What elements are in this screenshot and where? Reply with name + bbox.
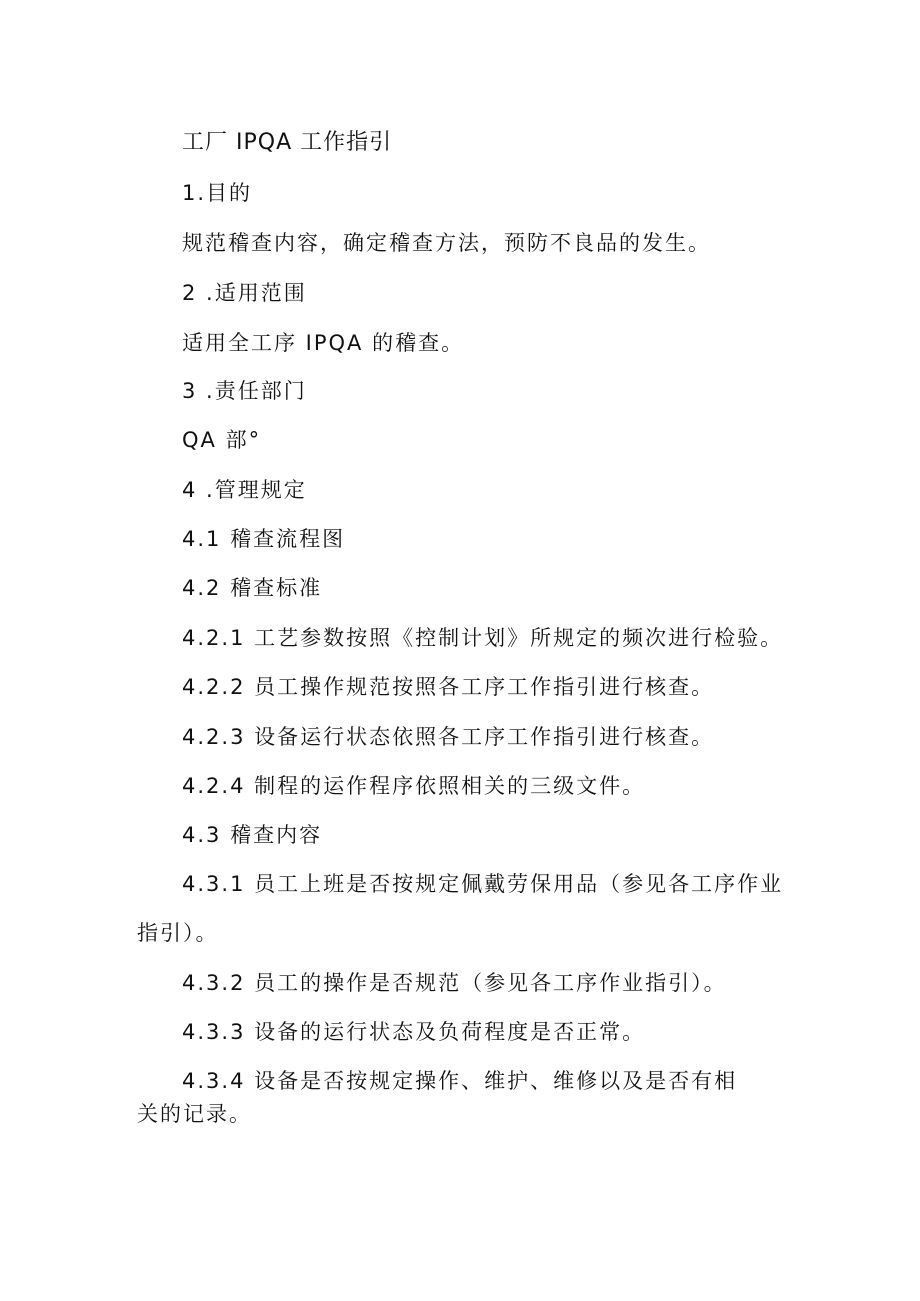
section-4-heading: 4 .管理规定 (182, 478, 307, 502)
section-4-3-1-line-2: 指引）。 (137, 921, 219, 945)
section-2-heading: 2 .适用范围 (182, 281, 307, 305)
section-1-heading: 1.目的 (182, 181, 253, 205)
section-2-body: 适用全工序 IPQA 的稽查。 (182, 331, 465, 355)
section-4-3-1-line-1: 4.3.1 员工上班是否按规定佩戴劳保用品（参见各工序作业 (182, 872, 784, 896)
document-title: 工厂 IPQA 工作指引 (182, 130, 393, 155)
section-4-2-3: 4.2.3 设备运行状态依照各工序工作指引进行核查。 (182, 725, 715, 749)
section-4-3-2: 4.3.2 员工的操作是否规范（参见各工序作业指引）。 (182, 971, 727, 995)
section-4-3-4-line-1: 4.3.4 设备是否按规定操作、维护、维修以及是否有相 (182, 1069, 738, 1093)
section-4-3: 4.3 稽查内容 (182, 823, 323, 847)
section-3-body: QA 部° (182, 428, 262, 452)
section-4-2-4: 4.2.4 制程的运作程序依照相关的三级文件。 (182, 774, 646, 798)
section-4-1: 4.1 稽查流程图 (182, 527, 346, 551)
section-4-3-3: 4.3.3 设备的运行状态及负荷程度是否正常。 (182, 1020, 646, 1044)
section-1-body: 规范稽查内容，确定稽查方法，预防不良品的发生。 (182, 231, 711, 255)
section-3-heading: 3 .责任部门 (182, 379, 307, 403)
section-4-2: 4.2 稽查标准 (182, 576, 323, 600)
section-4-2-2: 4.2.2 员工操作规范按照各工序工作指引进行核查。 (182, 675, 715, 699)
section-4-3-4-line-2: 关的记录。 (137, 1102, 252, 1126)
section-4-2-1: 4.2.1 工艺参数按照《控制计划》所规定的频次进行检验。 (182, 626, 784, 650)
